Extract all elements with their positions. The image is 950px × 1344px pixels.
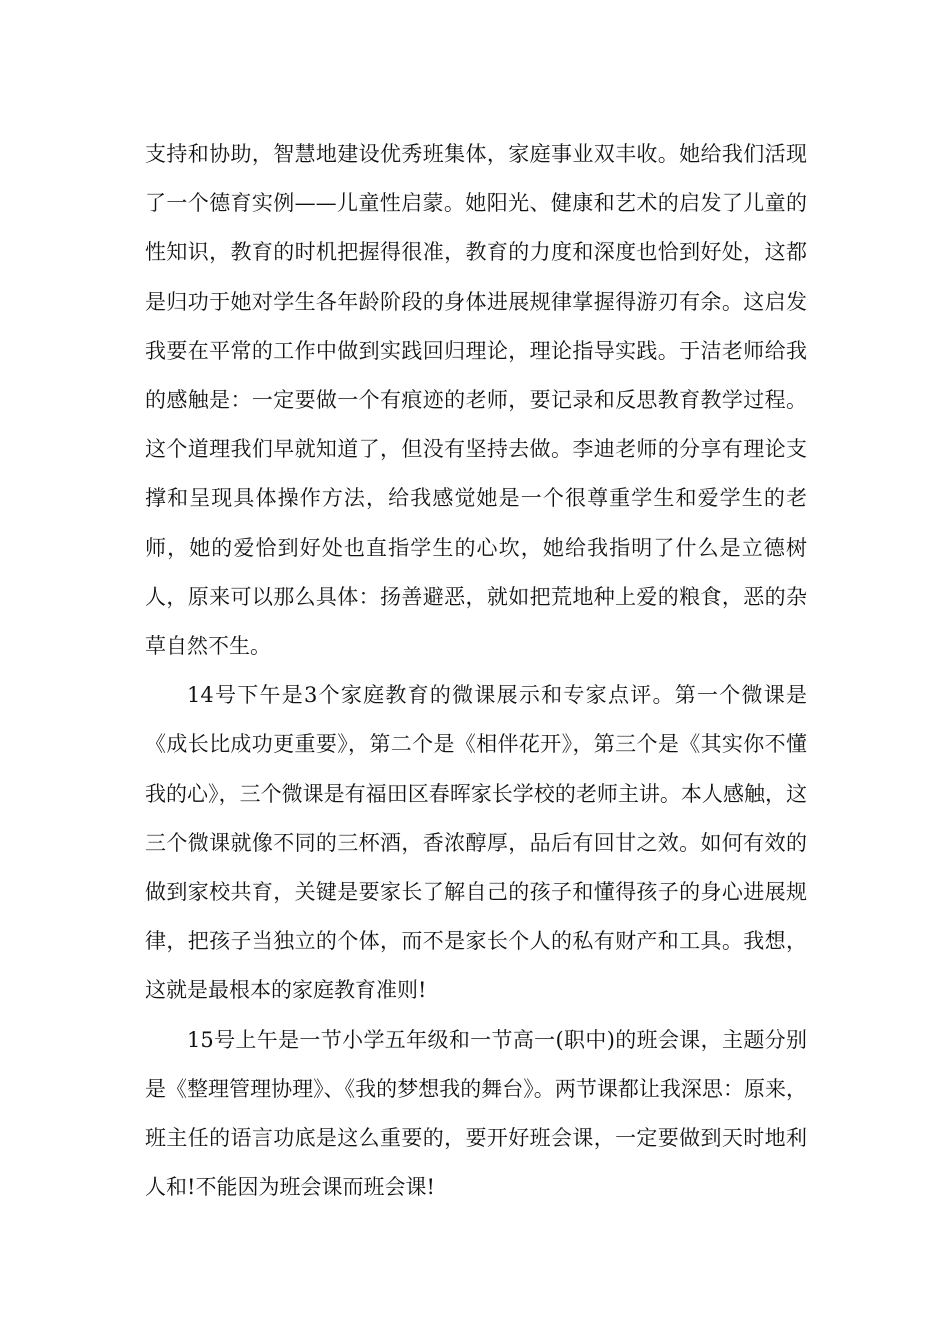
paragraph-afternoon-14: 14号下午是3个家庭教育的微课展示和专家点评。第一个微课是《成长比成功更重要》，第二个是《相伴花开》，第三个是《其实你不懂我的心》，三个微课是有福田区春晖家长学校的老师主讲。本人感触，这三个微课就像不同的三杯酒，香浓醇厚，品后有回甘之效。如何有效的做到家校共育，关键是要家长了解自己的孩子和懂得孩子的身心进展规律，把孩子当独立的个体，而不是家长个人的私有财产和工具。我想，这就是最根本的家庭教育准则! [145,683,807,1003]
paragraph-continued: 支持和协助，智慧地建设优秀班集体，家庭事业双丰收。她给我们活现了一个德育实例——儿童性启蒙。她阳光、健康和艺术的启发了儿童的性知识，教育的时机把握得很准，教育的力度和深度也恰到好处，这都是归功于她对学生各年龄阶段的身体进展规律掌握得游刃有余。这启发我要在平常的工作中做到实践回归理论，理论指导实践。于洁老师给我的感触是：一定要做一个有痕迹的老师，要记录和反思教育教学过程。这个道理我们早就知道了，但没有坚持去做。李迪老师的分享有理论支撑和呈现具体操作方法，给我感觉她是一个很尊重学生和爱学生的老师，她的爱恰到好处也直指学生的心坎，她给我指明了什么是立德树人，原来可以那么具体：扬善避恶，就如把荒地种上爱的粮食，恶的杂草自然不生。 [145,142,807,659]
document-body [145,130,807,1212]
paragraph-morning-15: 15号上午是一节小学五年级和一节高一(职中)的班会课，主题分别是《整理管理协理》、《我的梦想我的舞台》。两节课都让我深思：原来，班主任的语言功底是这么重要的，要开好班会课，一定要做到天时地利人和!不能因为班会课而班会课! [145,1027,807,1200]
